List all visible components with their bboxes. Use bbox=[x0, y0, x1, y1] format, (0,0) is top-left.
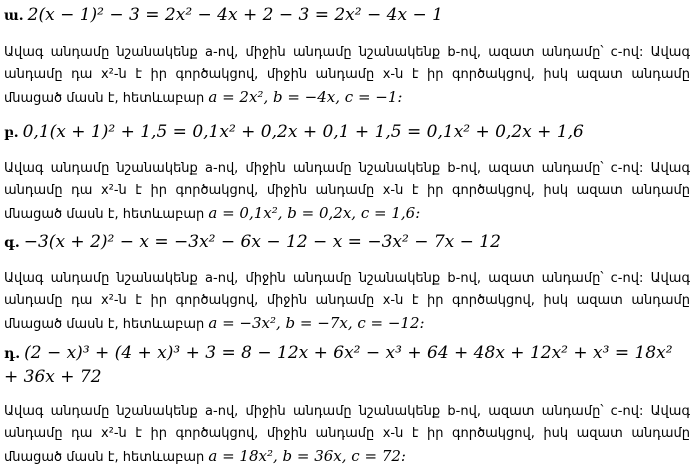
equation-label: ա. bbox=[4, 8, 24, 24]
explanation-text: Ավագ անդամը նշանակենք a-ով, միջին անդամը նշանակենք b-ով, ազատ անդամը՝ c-ով: Ավագ անդամը դա x²-ն է իր գործակցով, միջին անդամը x-ն է իր գործակցով, իսկ ազատ անդամը մնացած մասն է, հետևաբար bbox=[4, 45, 690, 106]
equation-text: −3(x + 2)² − x = −3x² − 6x − 12 − x = −3x² − 7x − 12 bbox=[23, 232, 501, 252]
explanation-b bbox=[4, 158, 690, 226]
result-text: a = −3x², b = −7x, c = −12: bbox=[208, 314, 425, 332]
explanation-text: Ավագ անդամը նշանակենք a-ով, միջին անդամը նշանակենք b-ով, ազատ անդամը՝ c-ով: Ավագ անդամը դա x²-ն է իր գործակցով, միջին անդամը x-ն է իր գործակցով, իսկ ազատ անդամը մնացած մասն է, հետևաբար bbox=[4, 271, 690, 332]
equation-label: գ. bbox=[4, 235, 20, 251]
explanation-text: Ավագ անդամը նշանակենք a-ով, միջին անդամը նշանակենք b-ով, ազատ անդամը՝ c-ով: Ավագ անդամը դա x²-ն է իր գործակցով, միջին անդամը x-ն է իր գործակցով, իսկ ազատ անդամը մնացած մասն է, հետևաբար bbox=[4, 161, 690, 222]
equation-c bbox=[4, 231, 690, 255]
explanation-d bbox=[4, 401, 690, 469]
equation-a bbox=[4, 4, 690, 28]
result-text: a = 0,1x², b = 0,2x, c = 1,6: bbox=[208, 204, 421, 222]
explanation-text: Ավագ անդամը նշանակենք a-ով, միջին անդամը նշանակենք b-ով, ազատ անդամը՝ c-ով: Ավագ անդամը դա x²-ն է իր գործակցով, միջին անդամը x-ն է իր գործակցով, իսկ ազատ անդամը մնացած մասն է, հետևաբար bbox=[4, 404, 690, 465]
explanation-c bbox=[4, 268, 690, 336]
equation-text: (2 − x)³ + (4 + x)³ + 3 = 8 − 12x + 6x² − x³ + 64 + 48x + 12x² + x³ = 18x² + 36x + 72 bbox=[4, 343, 673, 387]
equation-text: 0,1(x + 1)² + 1,5 = 0,1x² + 0,2x + 0,1 + 1,5 = 0,1x² + 0,2x + 1,6 bbox=[22, 122, 584, 142]
result-text: a = 18x², b = 36x, c = 72: bbox=[208, 447, 406, 465]
equation-b bbox=[4, 121, 690, 145]
equation-text: 2(x − 1)² − 3 = 2x² − 4x + 2 − 3 = 2x² − 4x − 1 bbox=[27, 5, 443, 25]
equation-d bbox=[4, 342, 690, 389]
result-text: a = 2x², b = −4x, c = −1: bbox=[208, 88, 403, 106]
equation-label: դ. bbox=[4, 346, 21, 362]
equation-label: բ. bbox=[4, 125, 19, 141]
explanation-a bbox=[4, 42, 690, 110]
